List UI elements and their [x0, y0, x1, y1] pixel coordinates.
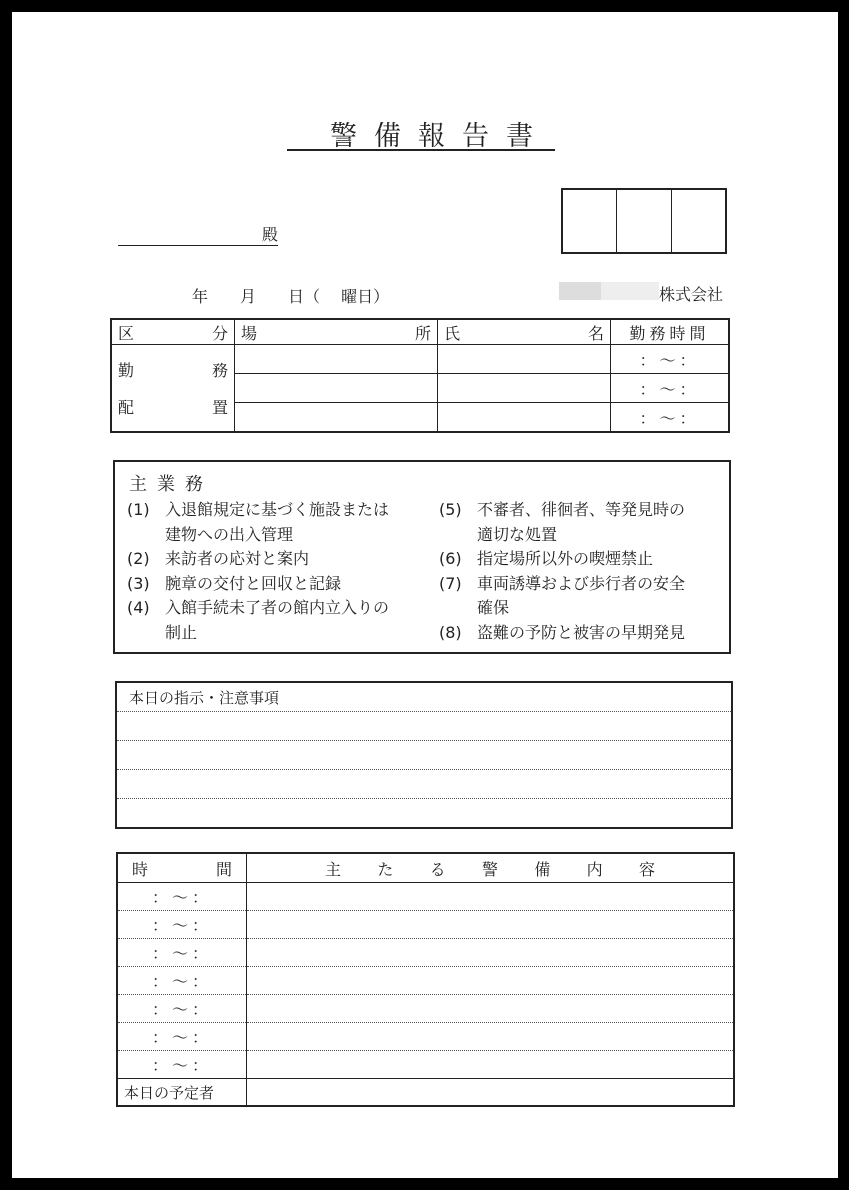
instructions-notes-box[interactable]: [115, 681, 733, 829]
scheduled-staff-cell[interactable]: [247, 1079, 735, 1107]
name-cell[interactable]: [438, 345, 611, 374]
log-content-cell[interactable]: [247, 883, 735, 911]
log-row: [117, 939, 734, 967]
log-content-cell[interactable]: [247, 967, 735, 995]
notes-line: [117, 740, 731, 741]
name-cell[interactable]: [438, 403, 611, 433]
date-line: 年 月 日（ 曜日）: [192, 287, 390, 306]
stamp-box[interactable]: [563, 190, 617, 252]
company-suffix: 株式会社: [659, 285, 724, 304]
company-name-redacted: [601, 282, 659, 300]
title-underline: [287, 149, 555, 151]
log-row: [117, 967, 734, 995]
place-cell[interactable]: [235, 374, 438, 403]
log-header-row: [117, 853, 734, 883]
log-header-content: 主 た る 警 備 内 容: [247, 853, 735, 883]
log-row: [117, 995, 734, 1023]
company-name-redacted: [559, 282, 601, 300]
log-header-time: 時 間: [117, 853, 247, 883]
log-row: [117, 1023, 734, 1051]
log-time-cell[interactable]: ：～：: [117, 1051, 247, 1079]
log-footer-row: [117, 1079, 734, 1107]
hours-cell[interactable]: ：～：: [611, 374, 730, 403]
log-content-cell[interactable]: [247, 939, 735, 967]
notes-line: [117, 711, 731, 712]
log-content-cell[interactable]: [247, 995, 735, 1023]
duty-item: (3) 腕章の交付と回収と記録: [127, 573, 342, 593]
main-duties-box: [113, 460, 731, 654]
log-time-cell[interactable]: ：～：: [117, 1023, 247, 1051]
duty-item: (4) 入館手続未了者の館内立入りの 制止: [127, 598, 390, 642]
duty-item: (8) 盗難の予防と被害の早期発見: [439, 622, 686, 642]
log-content-cell[interactable]: [247, 1023, 735, 1051]
row-label-cell: 勤 務 配 置: [111, 345, 235, 433]
log-row: [117, 911, 734, 939]
security-report-form: [12, 12, 838, 1178]
activity-log-table: [116, 852, 735, 1107]
stamp-box[interactable]: [617, 190, 671, 252]
header-place: 場 所: [235, 319, 438, 345]
duties-title: 主業務: [129, 474, 213, 495]
assignment-header-row: [111, 319, 729, 345]
log-time-cell[interactable]: ：～：: [117, 911, 247, 939]
place-cell[interactable]: [235, 345, 438, 374]
header-category: 区 分: [111, 319, 235, 345]
log-time-cell[interactable]: ：～：: [117, 967, 247, 995]
approval-stamp-boxes: [561, 188, 727, 254]
duty-item: (7) 車両誘導および歩行者の安全 確保: [439, 573, 686, 617]
log-row: [117, 883, 734, 911]
assignment-table: [110, 318, 730, 433]
log-time-cell[interactable]: ：～：: [117, 939, 247, 967]
notes-label: 本日の指示・注意事項: [129, 689, 280, 707]
log-content-cell[interactable]: [247, 911, 735, 939]
header-hours: 勤務時間: [611, 319, 730, 345]
hours-cell[interactable]: ：～：: [611, 345, 730, 374]
hours-cell[interactable]: ：～：: [611, 403, 730, 433]
scheduled-staff-label: 本日の予定者: [117, 1079, 247, 1107]
notes-line: [117, 798, 731, 799]
form-title: 警備報告書: [330, 121, 550, 152]
log-time-cell[interactable]: ：～：: [117, 883, 247, 911]
log-row: [117, 1051, 734, 1079]
duty-item: (1) 入退館規定に基づく施設または 建物への出入管理: [127, 500, 390, 544]
assignment-row: [111, 345, 729, 374]
duty-item: (6) 指定場所以外の喫煙禁止: [439, 549, 654, 568]
header-name: 氏 名: [438, 319, 611, 345]
notes-line: [117, 769, 731, 770]
duty-item: (2) 来訪者の応対と案内: [127, 549, 310, 568]
stamp-box[interactable]: [672, 190, 725, 252]
log-content-cell[interactable]: [247, 1051, 735, 1079]
addressee-suffix: 殿: [262, 225, 279, 244]
name-cell[interactable]: [438, 374, 611, 403]
log-time-cell[interactable]: ：～：: [117, 995, 247, 1023]
place-cell[interactable]: [235, 403, 438, 433]
duty-item: (5) 不審者、徘徊者、等発見時の 適切な処置: [439, 500, 686, 544]
addressee-line[interactable]: [118, 245, 278, 246]
